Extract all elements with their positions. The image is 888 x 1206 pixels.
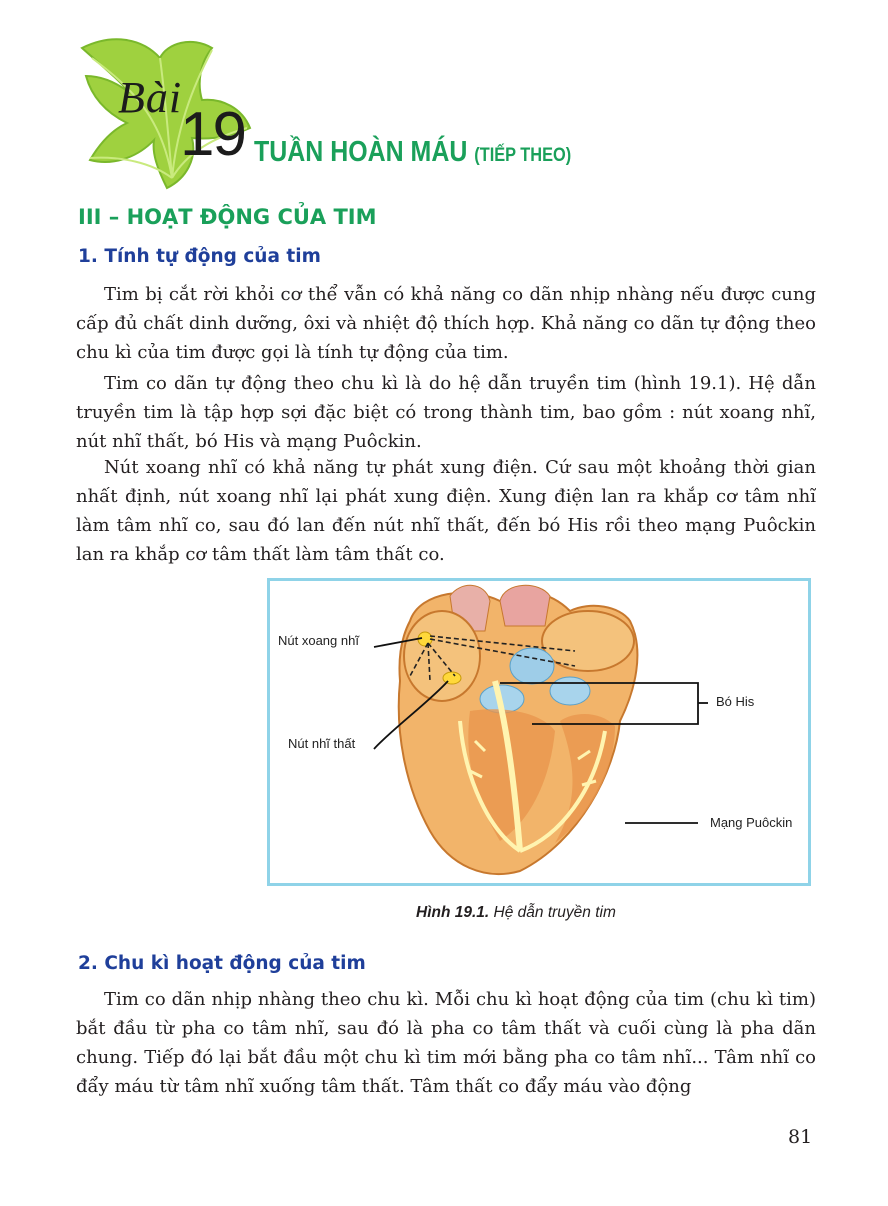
heart-diagram (270, 581, 808, 883)
paragraph-1: Tim bị cắt rời khỏi cơ thể vẫn có khả năng co dãn nhịp nhàng nếu được cung cấp đủ chất dinh dưỡng, ôxi và nhiệt độ thích hợp. Khả năng co dãn tự động theo chu kì của tim được gọi là tính tự động của tim. (76, 284, 816, 363)
figure-caption-number: Hình 19.1. (416, 904, 490, 921)
figure-caption-text: Hệ dẫn truyền tim (493, 904, 616, 921)
lesson-title-main: TUẦN HOÀN MÁU (254, 136, 468, 168)
figure-caption (416, 904, 616, 922)
paragraph-2: Tim co dãn tự động theo chu kì là do hệ dẫn truyền tim (hình 19.1). Hệ dẫn truyền tim là tập hợp sợi đặc biệt có trong thành tim, bao gồm : nút xoang nhĩ, nút nhĩ thất, bó His và mạng Puôckin. (76, 373, 816, 452)
lesson-title-sub: (TIẾP THEO) (474, 145, 572, 166)
paragraph-4: Tim co dãn nhịp nhàng theo chu kì. Mỗi chu kì hoạt động của tim (chu kì tim) bắt đầu từ pha co tâm nhĩ, sau đó là pha co tâm thất và cuối cùng là pha dãn chung. Tiếp đó lại bắt đầu một chu kì tim mới bằng pha co tâm nhĩ... Tâm nhĩ co đẩy máu từ tâm nhĩ xuống tâm thất. Tâm thất co đẩy máu vào động (76, 989, 816, 1097)
figure-heart-conduction (267, 578, 811, 886)
page-number: 81 (788, 1126, 813, 1148)
subsection-2-heading: 2. Chu kì hoạt động của tim (78, 953, 366, 974)
label-sinoatrial-node: Nút xoang nhĩ (278, 633, 359, 648)
subsection-1-heading: 1. Tính tự động của tim (78, 246, 321, 267)
lesson-prefix: Bài (118, 73, 183, 122)
label-atrioventricular-node: Nút nhĩ thất (288, 736, 356, 751)
label-purkinje-network: Mạng Puôckin (710, 815, 793, 830)
lesson-title (254, 136, 571, 169)
label-bundle-of-his: Bó His (716, 694, 755, 709)
lesson-number: 19 (180, 100, 245, 169)
paragraph-3: Nút xoang nhĩ có khả năng tự phát xung điện. Cứ sau một khoảng thời gian nhất định, nút xoang nhĩ lại phát xung điện. Xung điện lan ra khắp cơ tâm nhĩ làm tâm nhĩ co, sau đó lan đến nút nhĩ thất, đến bó His rồi theo mạng Puôckin lan ra khắp cơ tâm thất làm tâm thất co. (76, 457, 816, 565)
section-heading: III – HOẠT ĐỘNG CỦA TIM (78, 205, 377, 229)
